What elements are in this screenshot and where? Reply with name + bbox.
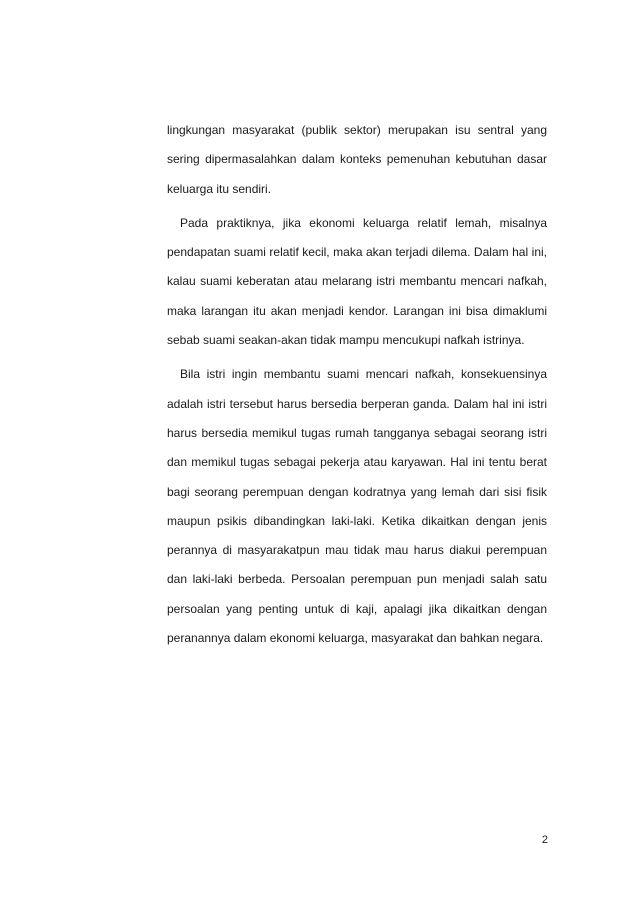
paragraph-1: lingkungan masyarakat (publik sektor) merupakan isu sentral yang sering dipermasalahkan dalam konteks pemenuhan kebutuhan dasar keluarga itu sendiri. [167, 123, 547, 196]
body-text [167, 116, 547, 653]
paragraph-3: Bila istri ingin membantu suami mencari nafkah, konsekuensinya adalah istri tersebut harus bersedia berperan ganda. Dalam hal ini istri harus bersedia memikul tugas rumah tangganya sebagai seorang istri dan memikul tugas sebagai pekerja atau karyawan. Hal ini tentu berat bagi seorang perempuan dengan kodratnya yang lemah dari sisi fisik maupun psikis dibandingkan laki-laki. Ketika dikaitkan dengan jenis perannya di masyarakatpun mau tidak mau harus diakui perempuan dan laki-laki berbeda. Persoalan perempuan pun menjadi salah satu persoalan yang penting untuk di kaji, apalagi jika dikaitkan dengan peranannya dalam ekonomi keluarga, masyarakat dan bahkan negara. [167, 367, 547, 646]
paragraph-2: Pada praktiknya, jika ekonomi keluarga relatif lemah, misalnya pendapatan suami relatif kecil, maka akan terjadi dilema. Dalam hal ini, kalau suami keberatan atau melarang istri membantu mencari nafkah, maka larangan itu akan menjadi kendor. Larangan ini bisa dimaklumi sebab suami seakan-akan tidak mampu mencukupi nafkah istrinya. [167, 215, 547, 348]
page-number: 2 [541, 834, 548, 846]
